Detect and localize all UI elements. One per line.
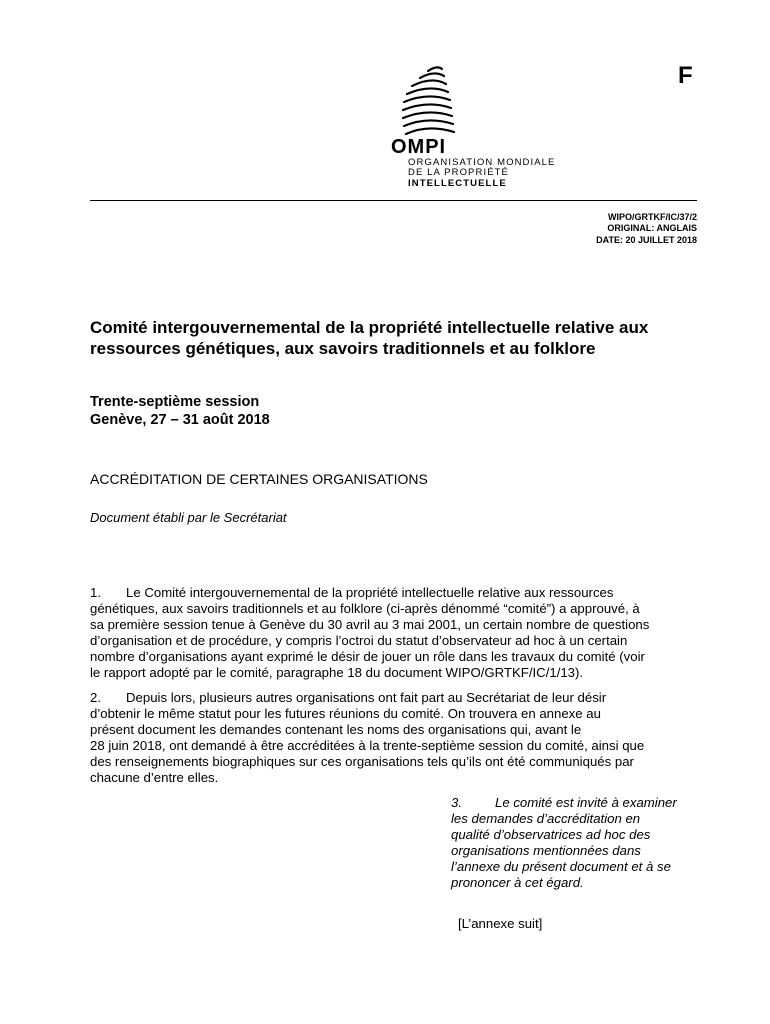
document-date: DATE: 20 JUILLET 2018 — [596, 235, 697, 245]
title-line: ressources génétiques, aux savoirs traditionnels et au folklore — [90, 339, 596, 358]
decision-line: l’annexe du présent document et à se — [451, 859, 671, 874]
paragraph-number: 2. — [90, 690, 101, 705]
paragraph-2 — [90, 690, 700, 786]
committee-title — [90, 317, 710, 359]
decision-line: prononcer à cet égard. — [451, 875, 584, 890]
paragraph-line: sa première session tenue à Genève du 30 avril au 3 mai 2001, un certain nombre de questions — [90, 617, 650, 632]
paragraph-line: d’organisation et de procédure, y compris l’octroi du statut d’observateur ad hoc à un certain — [90, 633, 628, 648]
decision-line: Le comité est invité à examiner — [495, 795, 677, 810]
language-code: F — [678, 62, 693, 89]
paragraph-1 — [90, 585, 700, 681]
wipo-logo-icon — [398, 62, 460, 140]
header-divider — [90, 200, 697, 201]
paragraph-line: des renseignements biographiques sur ces organisations tels qu’ils ont été communiqués par — [90, 754, 634, 769]
paragraph-line: nombre d’organisations ayant exprimé le désir de jouer un rôle dans les travaux du comité (voir — [90, 649, 645, 664]
org-name-line: INTELLECTUELLE — [408, 178, 507, 189]
paragraph-line: génétiques, aux savoirs traditionnels et au folklore (ci-après dénommé “comité”) a approuvé, à — [90, 601, 640, 616]
original-language: ORIGINAL: ANGLAIS — [607, 223, 697, 233]
title-line: Comité intergouvernemental de la propriété intellectuelle relative aux — [90, 318, 649, 337]
paragraph-number: 1. — [90, 585, 101, 600]
session-info — [90, 393, 270, 429]
org-name-line: DE LA PROPRIÉTÉ — [408, 167, 509, 178]
paragraph-line: Le Comité intergouvernemental de la propriété intellectuelle relative aux ressources — [126, 585, 614, 600]
paragraph-line: 28 juin 2018, ont demandé à être accréditées à la trente-septième session du comité, ainsi que — [90, 738, 645, 753]
decision-line: qualité d’observatrices ad hoc des — [451, 827, 651, 842]
session-name: Trente-septième session — [90, 394, 260, 410]
paragraph-line: le rapport adopté par le comité, paragraphe 18 du document WIPO/GRTKF/IC/1/13). — [90, 665, 584, 680]
annex-note: [L’annexe suit] — [458, 916, 543, 931]
paragraph-line: présent document les demandes contenant les noms des organisations qui, avant le — [90, 722, 582, 737]
prepared-by: Document établi par le Secrétariat — [90, 510, 287, 525]
decision-line: organisations mentionnées dans — [451, 843, 641, 858]
document-symbol: WIPO/GRTKF/IC/37/2 — [607, 212, 697, 222]
paragraph-line: chacune d’entre elles. — [90, 770, 219, 785]
decision-paragraph — [451, 795, 711, 891]
decision-line: les demandes d’accréditation en — [451, 811, 641, 826]
paragraph-line: Depuis lors, plusieurs autres organisations ont fait part au Secrétariat de leur désir — [126, 690, 607, 705]
org-acronym: OMPI — [391, 136, 447, 158]
document-heading: ACCRÉDITATION DE CERTAINES ORGANISATIONS — [90, 471, 428, 487]
session-location-date: Genève, 27 – 31 août 2018 — [90, 412, 270, 428]
paragraph-number: 3. — [451, 795, 462, 810]
org-name-line: ORGANISATION MONDIALE — [408, 157, 556, 168]
paragraph-line: d’obtenir le même statut pour les futures réunions du comité. On trouvera en annexe au — [90, 706, 601, 721]
